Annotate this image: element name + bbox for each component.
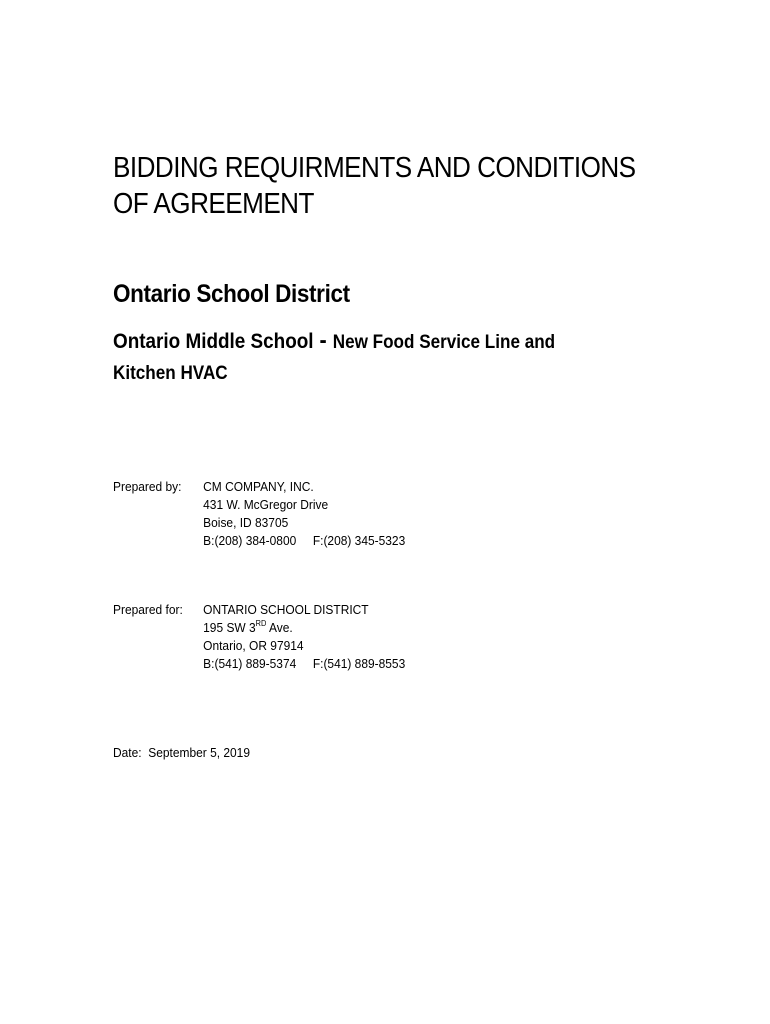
prepared-for-label: Prepared for:	[113, 602, 183, 617]
prepared-by-fax: F:(208) 345-5323	[312, 533, 406, 548]
date-value: September 5, 2019	[148, 745, 250, 760]
district-heading: Ontario School District	[113, 280, 350, 308]
prepared-by-contact	[203, 532, 405, 550]
document-title	[113, 150, 671, 222]
project-scope-line-1: New Food Service Line and	[332, 332, 556, 353]
project-scope-line-2: Kitchen HVAC	[113, 363, 228, 384]
prepared-for-phone: B:(541) 889-5374	[203, 656, 297, 671]
prepared-for-details	[203, 601, 405, 673]
prepared-by-address: 431 W. McGregor Drive	[203, 497, 329, 512]
school-name: Ontario Middle School	[113, 330, 314, 353]
prepared-for-company: ONTARIO SCHOOL DISTRICT	[203, 602, 369, 617]
prepared-for-fax: F:(541) 889-8553	[312, 656, 406, 671]
title-line-1: BIDDING REQUIRMENTS AND CONDITIONS	[113, 152, 636, 184]
date-label: Date:	[113, 745, 142, 760]
title-line-2: OF AGREEMENT	[113, 188, 314, 220]
date-line	[113, 744, 250, 762]
ordinal-superscript: RD	[255, 619, 267, 628]
prepared-by-label: Prepared by:	[113, 479, 182, 494]
prepared-for-city: Ontario, OR 97914	[203, 638, 304, 653]
project-heading	[113, 326, 617, 389]
prepared-by-city: Boise, ID 83705	[203, 515, 289, 530]
prepared-by-phone: B:(208) 384-0800	[203, 533, 297, 548]
prepared-for-contact	[203, 655, 405, 673]
prepared-by-company: CM COMPANY, INC.	[203, 479, 314, 494]
prepared-for-address-suffix: Ave.	[266, 620, 293, 635]
prepared-for-address-street: 195 SW 3	[203, 620, 256, 635]
prepared-by-details	[203, 478, 405, 550]
prepared-for-address	[203, 619, 405, 637]
project-separator: -	[313, 327, 333, 354]
